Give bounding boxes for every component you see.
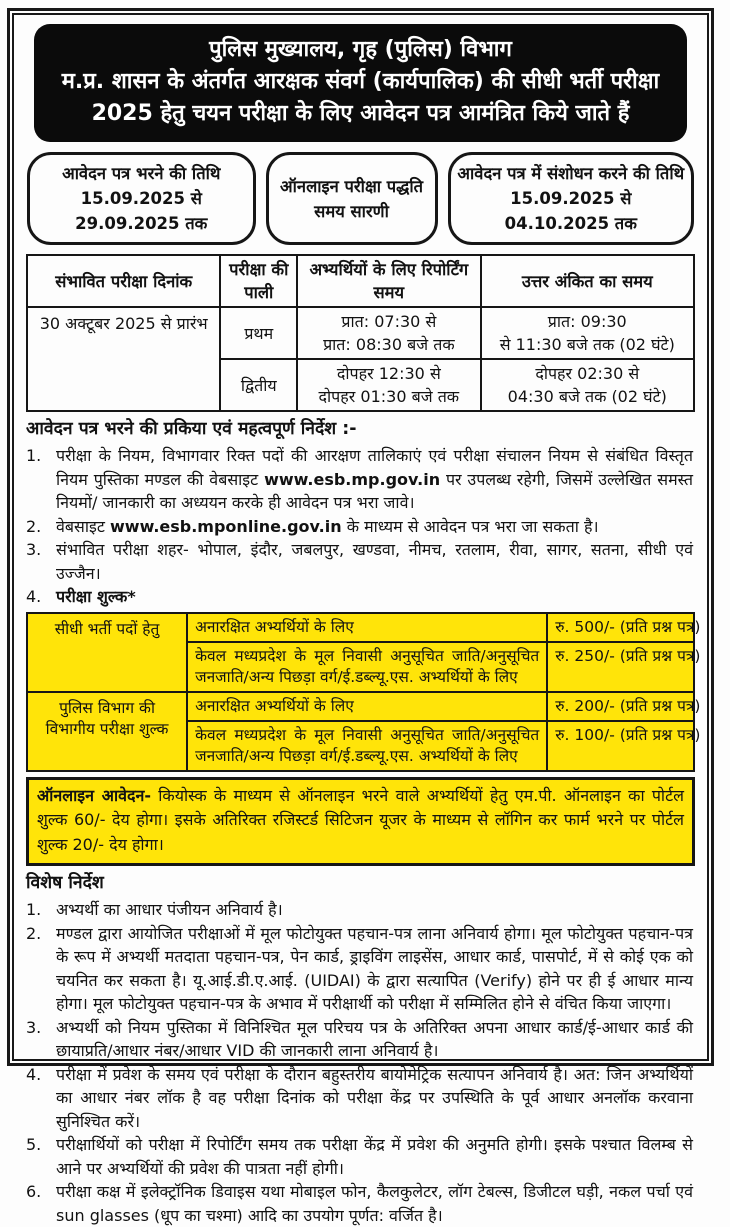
item-number: 2.: [26, 923, 42, 943]
special-item-3: [26, 1016, 695, 1063]
info-box-row: [27, 152, 694, 245]
instruction-item-1-text: [56, 444, 695, 515]
special-instructions-heading: विशेष निर्देश: [26, 873, 104, 893]
exam-mode-value: समय सारणी: [314, 201, 389, 221]
page-frame: [7, 8, 714, 1225]
exam-fee-label: परीक्षा शुल्क*: [56, 587, 136, 606]
fee-category-cell: केवल मध्यप्रदेश के मूल निवासी अनुसूचित जाति/अनुसूचित जनजाति/अन्य पिछड़ा वर्ग/ई.डब्ल्यू.एस. अभ्यर्थियों के लिए: [187, 721, 547, 771]
special-item-2: [26, 922, 695, 1016]
special-item-4-text: परीक्षा में प्रवेश के समय एवं परीक्षा के दौरान बहुस्तरीय बायोमेट्रिक सत्यापन अनिवार्य है। अत: जिन अभ्यर्थियों का आधार नंबर लॉक है वह परीक्षा दिनांक को परीक्षा केंद्र पर उपस्थिति के पूर्व आधार अनलॉक करवाना सुनिश्चित करें।: [56, 1064, 693, 1131]
schedule-row-shift1: [27, 307, 694, 359]
correction-dates-title: आवेदन पत्र में संशोधन करने की तिथि: [457, 164, 685, 183]
fee-row-3: [27, 692, 694, 721]
item-number: 2.: [26, 516, 42, 536]
item-number: 6.: [26, 1182, 42, 1201]
item-number: 1.: [26, 900, 42, 919]
item-number: 4.: [26, 587, 42, 606]
special-item-2-text: मण्डल द्वारा आयोजित परीक्षाओं में मूल फोटोयुक्त पहचान-पत्र लाना अनिवार्य होगा। मूल फोटोयुक्त पहचान-पत्र के रूप में अभ्यर्थी मतदाता पहचान-पत्र, पेन कार्ड, ड्राइविंग लाइसेंस, आधार कार्ड, पासपोर्ट, में से कोई एक को चयनित कर सकता है। यू.आई.डी.ए.आई. (UIDAI) के द्वारा सत्यापित (Verify) होने पर ही ई आधार मान्य होगा। मूल फोटोयुक्त पहचान-पत्र के अभाव में परीक्षार्थी को परीक्षा में सम्मिलित होने से वंचित किया जाएगा।: [56, 923, 693, 1013]
item-number: 3.: [26, 1017, 42, 1037]
item-number: 5.: [26, 1135, 42, 1154]
item-number: 4.: [26, 1064, 42, 1084]
shift1-reporting-line2: प्रात: 08:30 बजे तक: [323, 335, 455, 354]
shift1-reporting-cell: [297, 307, 480, 359]
special-item-5-text: परीक्षार्थियों को परीक्षा में रिपोर्टिंग समय तक परीक्षा केंद्र में प्रवेश की अनुमति होगी। इसके पश्चात विलम्ब से आने पर अभ्यर्थियों की प्रवेश की पात्रता नहीं होगी।: [56, 1135, 693, 1178]
special-item-5: [26, 1133, 695, 1180]
shift1-answer-cell: [481, 307, 694, 359]
header-shift: परीक्षा की पाली: [220, 255, 297, 307]
shift1-name-cell: प्रथम: [220, 307, 297, 359]
apply-dates-value: 15.09.2025 से 29.09.2025 तक: [75, 189, 208, 233]
item-number: 1.: [26, 446, 42, 465]
website-url-esb: www.esb.mp.gov.in: [264, 469, 441, 489]
shift2-name-cell: द्वितीय: [220, 359, 297, 411]
instructions-heading: आवेदन पत्र भरने की प्रकिया एवं महत्वपूर्ण निर्देश :-: [26, 419, 357, 439]
shift1-answer-line2: से 11:30 बजे तक (02 घंटे): [499, 335, 675, 354]
header-line-2: म.प्र. शासन के अंतर्गत आरक्षक संवर्ग (कार्यपालिक) की सीधी भर्ती परीक्षा: [61, 69, 660, 94]
fee-amount-cell: रु. 200/- (प्रति प्रश्न पत्र): [547, 692, 694, 721]
exam-date-cell: 30 अक्टूबर 2025 से प्रारंभ: [27, 307, 220, 411]
header-answer-time: उत्तर अंकित का समय: [481, 255, 694, 307]
online-application-note: [26, 777, 695, 867]
shift1-reporting-line1: प्रात: 07:30 से: [341, 312, 437, 331]
instruction-2-pre: वेबसाइट: [56, 516, 110, 536]
instruction-1-pre: परीक्षा के नियम, विभागवार रिक्त पदों की आरक्षण तालिकाएं एवं परीक्षा संचालन नियम से संबंधित विस्तृत नियम पुस्तिका मण्डल की वेबसाइट: [56, 446, 693, 489]
fee-table: [26, 612, 701, 772]
instruction-2-post: के माध्यम से आवेदन पत्र भरा जा सकता है।: [341, 516, 599, 536]
correction-dates-value: 15.09.2025 से 04.10.2025 तक: [504, 189, 637, 233]
info-box-exam-mode: [266, 152, 438, 245]
instruction-item-3-text: संभावित परीक्षा शहर- भोपाल, इंदौर, जबलपुर, खण्डवा, नीमच, रतलाम, रीवा, सागर, सतना, सीधी एवं उज्जैन।: [56, 540, 693, 583]
shift2-reporting-line2: दोपहर 01:30 बजे तक: [318, 387, 460, 406]
special-item-3-text: अभ्यर्थी को नियम पुस्तिका में विनिश्चित मूल परिचय पत्र के अतिरिक्त अपना आधार कार्ड/ई-आधार कार्ड की छायाप्रति/आधार नंबर/आधार VID की जानकारी लाना अनिवार्य है।: [56, 1017, 693, 1060]
header-reporting-time: अभ्यर्थियों के लिए रिपोर्टिंग समय: [297, 255, 480, 307]
instruction-1-post: पर उपलब्ध रहेगी, जिसमें उल्लेखित समस्त नियमों/ जानकारी का अध्ययन करके ही आवेदन पत्र भरा जावे।: [56, 469, 693, 512]
shift2-answer-cell: [481, 359, 694, 411]
fee-amount-cell: रु. 250/- (प्रति प्रश्न पत्र): [547, 642, 694, 692]
exam-mode-title: ऑनलाइन परीक्षा पद्धति: [280, 176, 424, 196]
special-item-4: [26, 1063, 695, 1134]
fee-group-label-departmental: पुलिस विभाग की विभागीय परीक्षा शुल्क: [27, 692, 187, 771]
shift2-reporting-cell: [297, 359, 480, 411]
fee-category-cell: अनारक्षित अभ्यर्थियों के लिए: [187, 613, 547, 642]
special-item-6-text: परीक्षा कक्ष में इलेक्ट्रॉनिक डिवाइस यथा मोबाइल फोन, कैलकुलेटर, लॉग टेबल्स, डिजीटल घड़ी, नकल पर्चा एवं sun glasses (धूप का चश्मा) आदि का उपयोग पूर्णत: वर्जित है।: [56, 1182, 693, 1225]
fee-category-cell: अनारक्षित अभ्यर्थियों के लिए: [187, 692, 547, 721]
notice-header-banner: [34, 24, 687, 142]
apply-dates-title: आवेदन पत्र भरने की तिथि: [62, 164, 221, 183]
info-box-apply-dates: [27, 152, 256, 245]
info-box-correction-dates: [448, 152, 694, 245]
online-note-text: कियोस्क के माध्यम से ऑनलाइन भरने वाले अभ्यर्थियों हेतु एम.पी. ऑनलाइन का पोर्टल शुल्क 60/- देय होगा। इसके अतिरिक्त रजिस्टर्ड सिटिजन यूजर के माध्यम से लॉगिन कर फार्म भरने पर पोर्टल शुल्क 20/- देय होगा।: [37, 785, 684, 854]
shift2-answer-line2: 04:30 बजे तक (02 घंटे): [507, 387, 667, 406]
special-item-1-text: अभ्यर्थी का आधार पंजीयन अनिवार्य है।: [56, 900, 283, 919]
special-item-1: [26, 898, 695, 922]
fee-group-label-direct: सीधी भर्ती पदों हेतु: [27, 613, 187, 692]
schedule-header-row: [27, 255, 694, 307]
header-line-3: 2025 हेतु चयन परीक्षा के लिए आवेदन पत्र आमंत्रित किये जाते हैं: [91, 101, 630, 126]
special-item-6: [26, 1180, 695, 1227]
instruction-item-2-text: [56, 515, 695, 539]
header-line-1: पुलिस मुख्यालय, गृह (पुलिस) विभाग: [209, 37, 512, 62]
shift1-answer-line1: प्रात: 09:30: [547, 312, 627, 331]
instruction-item-3: [26, 538, 695, 585]
exam-schedule-table: [26, 254, 695, 412]
header-exam-date: संभावित परीक्षा दिनांक: [27, 255, 220, 307]
fee-amount-cell: रु. 100/- (प्रति प्रश्न पत्र): [547, 721, 694, 771]
website-url-mponline: www.esb.mponline.gov.in: [110, 516, 342, 536]
fee-amount-cell: रु. 500/- (प्रति प्रश्न पत्र): [547, 613, 694, 642]
item-number: 3.: [26, 540, 42, 559]
fee-category-cell: केवल मध्यप्रदेश के मूल निवासी अनुसूचित जाति/अनुसूचित जनजाति/अन्य पिछड़ा वर्ग/ई.डब्ल्यू.एस. अभ्यर्थियों के लिए: [187, 642, 547, 692]
fee-row-1: [27, 613, 694, 642]
page-frame-inner: [12, 13, 709, 1225]
instruction-item-4: [26, 585, 695, 609]
shift2-reporting-line1: दोपहर 12:30 से: [336, 364, 441, 383]
instruction-item-2: [26, 515, 695, 539]
shift2-answer-line1: दोपहर 02:30 से: [535, 364, 640, 383]
online-note-lead: ऑनलाइन आवेदन-: [37, 785, 151, 805]
instruction-item-1: [26, 444, 695, 515]
